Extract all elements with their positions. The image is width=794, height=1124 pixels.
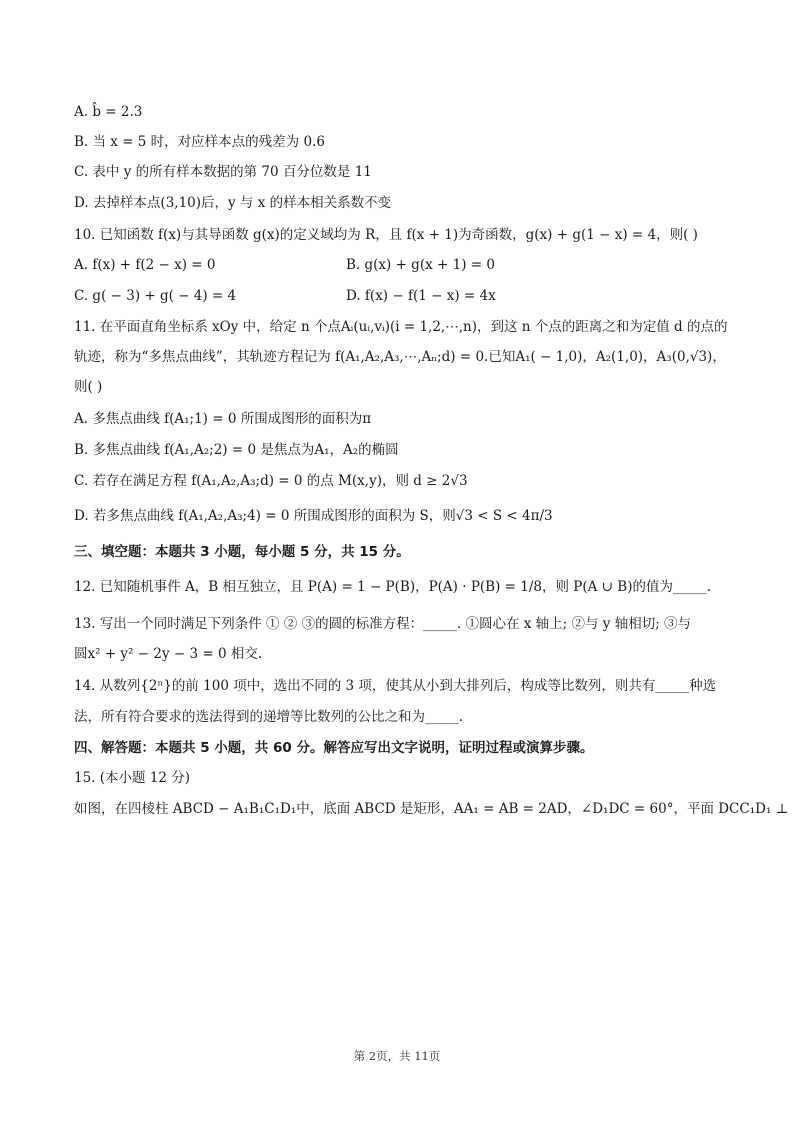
- q9-option-a: A. b̂ = 2.3: [74, 104, 143, 120]
- section4-heading: 四、解答题：本题共 5 小题，共 60 分。解答应写出文字说明，证明过程或演算步骤。: [74, 740, 594, 756]
- q10-option-d: D. f(x) − f(1 − x) = 4x: [346, 288, 496, 304]
- q14-line1: 14. 从数列{2ⁿ}的前 100 项中，选出不同的 3 项，使其从小到大排列后，构成等比数列，则共有_____种选: [74, 678, 717, 694]
- section3-heading: 三、填空题：本题共 3 小题，每小题 5 分，共 15 分。: [74, 544, 410, 560]
- q11-stem-line1: 11. 在平面直角坐标系 xOy 中，给定 n 个点Aᵢ(uᵢ,vᵢ)(i = 1,2,⋯,n)，到这 n 个点的距离之和为定值 d 的点的: [74, 319, 728, 335]
- q11-option-a: A. 多焦点曲线 f(A₁;1) = 0 所围成图形的面积为π: [74, 411, 372, 427]
- q9-option-b: B. 当 x = 5 时，对应样本点的残差为 0.6: [74, 134, 325, 150]
- q11-option-d: D. 若多焦点曲线 f(A₁,A₂,A₃;4) = 0 所围成图形的面积为 S，则√3 < S < 4π/3: [74, 508, 553, 524]
- q13-line2: 圆x² + y² − 2y − 3 = 0 相交.: [74, 646, 263, 662]
- q10-option-a: A. f(x) + f(2 − x) = 0: [74, 257, 216, 273]
- q10-stem: 10. 已知函数 f(x)与其导函数 g(x)的定义域均为 R，且 f(x + 1)为奇函数，g(x) + g(1 − x) = 4，则( ): [74, 227, 698, 243]
- q11-stem-line3: 则( ): [74, 379, 103, 395]
- q9-option-c: C. 表中 y 的所有样本数据的第 70 百分位数是 11: [74, 164, 372, 180]
- q15-title: 15. (本小题 12 分): [74, 770, 191, 786]
- q10-option-c: C. g( − 3) + g( − 4) = 4: [74, 288, 237, 304]
- q10-option-b: B. g(x) + g(x + 1) = 0: [346, 257, 495, 273]
- q13-line1: 13. 写出一个同时满足下列条件 ① ② ③的圆的标准方程：_____. ①圆心在 x 轴上; ②与 y 轴相切; ③与: [74, 616, 692, 632]
- q12: 12. 已知随机事件 A，B 相互独立，且 P(A) = 1 − P(B)，P(A) · P(B) = 1/8，则 P(A ∪ B)的值为_____.: [74, 579, 711, 595]
- q9-option-d: D. 去掉样本点(3,10)后，y 与 x 的样本相关系数不变: [74, 195, 392, 211]
- q11-option-b: B. 多焦点曲线 f(A₁,A₂;2) = 0 是焦点为A₁，A₂的椭圆: [74, 442, 399, 458]
- q11-stem-line2: 轨迹，称为“多焦点曲线”，其轨迹方程记为 f(A₁,A₂,A₃,⋯,Aₙ;d) = 0.已知A₁( − 1,0)，A₂(1,0)，A₃(0,√3)，: [74, 349, 726, 365]
- q11-option-c: C. 若存在满足方程 f(A₁,A₂,A₃;d) = 0 的点 M(x,y)，则 d ≥ 2√3: [74, 473, 468, 489]
- q15-line1: 如图，在四棱柱 ABCD − A₁B₁C₁D₁中，底面 ABCD 是矩形，AA₁ = AB = 2AD，∠D₁DC = 60°，平面 DCC₁D₁ ⊥: [74, 801, 789, 817]
- q14-line2: 法，所有符合要求的选法得到的递增等比数列的公比之和为_____.: [74, 709, 464, 725]
- page-footer: 第 2页，共 11页: [353, 1049, 441, 1063]
